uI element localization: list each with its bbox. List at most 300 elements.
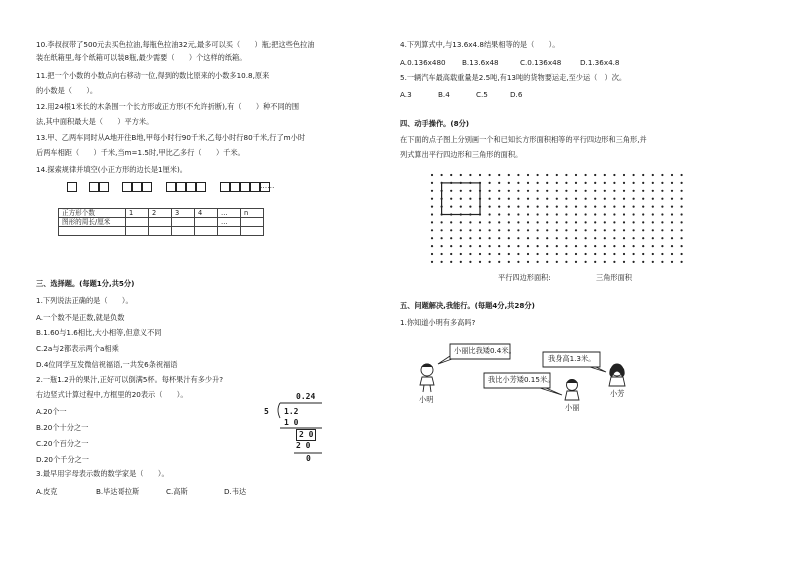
square-4a (166, 182, 176, 192)
grid-dot (642, 229, 644, 231)
grid-dot (431, 198, 433, 200)
grid-dot (575, 182, 577, 184)
grid-dot (498, 253, 500, 255)
grid-dot (517, 221, 519, 223)
long-division (256, 392, 336, 472)
grid-dot (613, 221, 615, 223)
grid-dot (517, 206, 519, 208)
grid-dot (681, 237, 683, 239)
grid-dot (508, 190, 510, 192)
grid-dot (517, 261, 519, 263)
table-cell: 正方形个数 (59, 209, 126, 218)
grid-dot (508, 213, 510, 215)
grid-dot (681, 261, 683, 263)
grid-dot (652, 182, 654, 184)
grid-dot (575, 221, 577, 223)
square-3c (142, 182, 152, 192)
table-cell (126, 227, 149, 236)
c3-option-d: D.韦达 (224, 487, 247, 496)
grid-dot (489, 198, 491, 200)
grid-dot (585, 229, 587, 231)
grid-dot (652, 190, 654, 192)
grid-dot (642, 206, 644, 208)
grid-dot (498, 237, 500, 239)
grid-dot (623, 253, 625, 255)
grid-dot (556, 213, 558, 215)
grid-dot (594, 198, 596, 200)
grid-dot (623, 190, 625, 192)
grid-dot (565, 206, 567, 208)
grid-dot (652, 245, 654, 247)
grid-dot (681, 245, 683, 247)
grid-dot (556, 190, 558, 192)
grid-dot (517, 229, 519, 231)
dot-grid (424, 170, 686, 268)
grid-dot (546, 229, 548, 231)
grid-dot (594, 213, 596, 215)
grid-dot (431, 253, 433, 255)
square-4c (186, 182, 196, 192)
square-5c (240, 182, 250, 192)
grid-dot (623, 221, 625, 223)
grid-dot (633, 221, 635, 223)
label-triangle-area: 三角形面积 (596, 273, 632, 282)
grid-dot (537, 174, 539, 176)
grid-dot (460, 237, 462, 239)
grid-dot (613, 198, 615, 200)
grid-dot (575, 198, 577, 200)
grid-dot (546, 190, 548, 192)
grid-dot (460, 229, 462, 231)
table-cell: 1 (126, 209, 149, 218)
grid-dot (508, 229, 510, 231)
grid-dot (623, 229, 625, 231)
grid-dot (575, 253, 577, 255)
grid-dot (527, 190, 529, 192)
grid-dot (527, 229, 529, 231)
grid-dot (623, 237, 625, 239)
grid-dot (460, 261, 462, 263)
grid-dot (479, 237, 481, 239)
grid-dot (661, 253, 663, 255)
grid-dot (575, 206, 577, 208)
grid-dot (661, 174, 663, 176)
grid-dot (623, 245, 625, 247)
grid-dot (623, 206, 625, 208)
grid-dot (594, 253, 596, 255)
grid-dot (623, 198, 625, 200)
grid-dot (546, 245, 548, 247)
grid-dot (671, 190, 673, 192)
square-1 (67, 182, 77, 192)
grid-dot (575, 261, 577, 263)
grid-dot (633, 237, 635, 239)
grid-dot (565, 221, 567, 223)
grid-dot (652, 253, 654, 255)
grid-dot (431, 237, 433, 239)
grid-dot (681, 190, 683, 192)
grid-dot (585, 190, 587, 192)
grid-dot (450, 206, 452, 208)
grid-dot (565, 213, 567, 215)
division-boxed-20: 2 0 (296, 429, 316, 441)
grid-dot (527, 213, 529, 215)
grid-dot (613, 237, 615, 239)
grid-dot (546, 261, 548, 263)
grid-dot (469, 253, 471, 255)
grid-dot (594, 221, 596, 223)
grid-dot (594, 174, 596, 176)
c2-question-line2: 右边竖式计算过程中,方框里的20表示（ ）。 (36, 390, 188, 399)
q13-line1: 13.甲、乙两车同时从A地开往B地,甲每小时行90千米,乙每小时行80千米,行了m小时 (36, 133, 306, 142)
grid-dot (594, 190, 596, 192)
grid-dot (431, 182, 433, 184)
grid-dot (546, 198, 548, 200)
grid-dot (556, 221, 558, 223)
label-parallelogram-area: 平行四边形面积: (498, 273, 551, 282)
grid-dot (633, 206, 635, 208)
grid-dot (441, 253, 443, 255)
grid-dot (613, 261, 615, 263)
grid-dot (517, 182, 519, 184)
table-cell (59, 227, 126, 236)
grid-dot (623, 261, 625, 263)
grid-dot (431, 261, 433, 263)
grid-dot (431, 174, 433, 176)
grid-dot (479, 229, 481, 231)
grid-dot (460, 174, 462, 176)
grid-dot (527, 206, 529, 208)
grid-dot (661, 190, 663, 192)
grid-dot (546, 221, 548, 223)
grid-dot (556, 206, 558, 208)
grid-dot (508, 245, 510, 247)
grid-dot (585, 206, 587, 208)
grid-dot (642, 261, 644, 263)
grid-dot (469, 206, 471, 208)
grid-dot (537, 221, 539, 223)
grid-dot (565, 198, 567, 200)
c5-option-a: A.3 (400, 90, 412, 99)
grid-dot (671, 182, 673, 184)
grid-dot (479, 174, 481, 176)
grid-dot (441, 229, 443, 231)
grid-dot (537, 245, 539, 247)
c3-option-c: C.高斯 (166, 487, 188, 496)
grid-dot (537, 229, 539, 231)
table-cell: … (218, 218, 241, 227)
division-step1: 1 0 (284, 418, 299, 427)
grid-dot (575, 174, 577, 176)
c4-question: 4.下列算式中,与13.6x4.8结果相等的是（ ）。 (400, 40, 560, 49)
square-3b (132, 182, 142, 192)
grid-dot (565, 182, 567, 184)
grid-dot (642, 174, 644, 176)
c4-option-c: C.0.136x48 (520, 58, 562, 67)
grid-dot (450, 253, 452, 255)
grid-dot (604, 206, 606, 208)
square-5a (220, 182, 230, 192)
table-cell: 3 (172, 209, 195, 218)
section-4-text-line1: 在下面的点子图上分别画一个和已知长方形面积相等的平行四边形和三角形,并 (400, 135, 647, 144)
grid-dot (489, 190, 491, 192)
grid-dot (537, 253, 539, 255)
grid-dot (671, 237, 673, 239)
grid-dot (498, 213, 500, 215)
grid-dot (661, 213, 663, 215)
xiaoming-figure (420, 364, 434, 393)
grid-dot (498, 261, 500, 263)
name-xiaoming: 小明 (419, 395, 434, 404)
grid-dot (517, 245, 519, 247)
grid-dot (633, 182, 635, 184)
grid-dot (585, 182, 587, 184)
grid-dot (633, 198, 635, 200)
grid-dot (681, 221, 683, 223)
grid-dot (489, 245, 491, 247)
grid-dot (633, 253, 635, 255)
grid-dot (489, 237, 491, 239)
grid-dot (469, 229, 471, 231)
grid-dot (671, 253, 673, 255)
c4-option-d: D.1.36x4.8 (580, 58, 620, 67)
height-illustration (410, 340, 650, 420)
grid-dot (517, 213, 519, 215)
grid-dot (489, 261, 491, 263)
grid-dot (537, 237, 539, 239)
division-remainder: 0 (306, 454, 311, 463)
table-row (59, 209, 264, 218)
grid-dot (441, 221, 443, 223)
grid-dot (498, 206, 500, 208)
grid-dot (537, 182, 539, 184)
grid-dot (613, 229, 615, 231)
grid-dot (450, 221, 452, 223)
grid-dot (652, 221, 654, 223)
grid-dot (642, 221, 644, 223)
grid-dot (460, 198, 462, 200)
grid-dot (517, 190, 519, 192)
grid-dot (450, 229, 452, 231)
division-step3: 2 0 (296, 441, 311, 450)
square-5b (230, 182, 240, 192)
table-cell: … (218, 209, 241, 218)
grid-dot (565, 237, 567, 239)
grid-dot (431, 213, 433, 215)
grid-dot (498, 190, 500, 192)
grid-dot (460, 206, 462, 208)
grid-dot (681, 206, 683, 208)
c1-option-a: A.一个数不是正数,就是负数 (36, 313, 125, 322)
grid-dot (517, 174, 519, 176)
table-cell (195, 218, 218, 227)
c3-option-b: B.毕达哥拉斯 (96, 487, 140, 496)
grid-dot (460, 245, 462, 247)
grid-dot (517, 198, 519, 200)
grid-dot (537, 213, 539, 215)
grid-dot (508, 261, 510, 263)
grid-dot (671, 229, 673, 231)
grid-dot (585, 174, 587, 176)
grid-dot (431, 221, 433, 223)
division-lines (256, 392, 336, 472)
grid-dot (613, 174, 615, 176)
grid-dot (527, 174, 529, 176)
c3-option-a: A.皮克 (36, 487, 58, 496)
grid-dot (661, 206, 663, 208)
grid-dot (642, 198, 644, 200)
grid-dot (661, 245, 663, 247)
grid-dot (489, 221, 491, 223)
grid-dot (489, 206, 491, 208)
grid-dot (633, 174, 635, 176)
grid-dot (450, 261, 452, 263)
grid-dot (671, 198, 673, 200)
table-cell (149, 218, 172, 227)
grid-dot (556, 174, 558, 176)
section-5-title: 五、问题解决,我能行。(每题4分,共28分) (400, 301, 535, 310)
grid-dot (613, 190, 615, 192)
grid-dot (556, 182, 558, 184)
grid-dot (508, 221, 510, 223)
grid-dot (469, 198, 471, 200)
bubble-xiaofang: 我身高1.3米。 (548, 354, 596, 363)
grid-dot (537, 206, 539, 208)
grid-dot (642, 213, 644, 215)
grid-dot (604, 190, 606, 192)
grid-dot (527, 198, 529, 200)
table-row (59, 227, 264, 236)
section-4-text-line2: 列式算出平行四边形和三角形的面积。 (400, 150, 523, 159)
grid-dot (441, 245, 443, 247)
grid-dot (508, 174, 510, 176)
grid-dot (479, 221, 481, 223)
grid-dot (594, 237, 596, 239)
q10-line1: 10.李叔叔带了500元去买色拉油,每瓶色拉油32元,最多可以买（ ）瓶;把这些色拉油 (36, 40, 315, 49)
grid-dot (527, 182, 529, 184)
grid-dot (450, 174, 452, 176)
grid-dot (508, 198, 510, 200)
c5-option-c: C.5 (476, 90, 488, 99)
grid-dot (508, 206, 510, 208)
table-cell: n (241, 209, 264, 218)
grid-dot (604, 253, 606, 255)
grid-dot (681, 213, 683, 215)
grid-dot (498, 174, 500, 176)
c5-option-d: D.6 (510, 90, 523, 99)
grid-dot (652, 198, 654, 200)
grid-dot (604, 237, 606, 239)
grid-dot (575, 190, 577, 192)
grid-dot (469, 245, 471, 247)
c5-option-b: B.4 (438, 90, 450, 99)
grid-dot (431, 229, 433, 231)
grid-dot (556, 253, 558, 255)
grid-dot (537, 190, 539, 192)
division-dividend: 1.2 (284, 407, 299, 416)
grid-dot (489, 213, 491, 215)
grid-dot (633, 190, 635, 192)
grid-dot (661, 261, 663, 263)
grid-dot (556, 198, 558, 200)
c2-option-a: A.20个一 (36, 407, 67, 416)
q10-line2: 装在纸箱里,每个纸箱可以装8瓶,最少需要（ ）个这样的纸箱。 (36, 53, 247, 62)
pattern-ellipsis: …… (260, 181, 275, 190)
pattern-table (58, 208, 264, 236)
grid-dot (508, 182, 510, 184)
grid-dot (671, 213, 673, 215)
grid-dot (681, 174, 683, 176)
grid-dot (556, 261, 558, 263)
c1-option-b: B.1.60与1.6相比,大小相等,但意义不同 (36, 328, 162, 337)
grid-dot (661, 237, 663, 239)
grid-dot (450, 190, 452, 192)
grid-dot (671, 245, 673, 247)
grid-dot (527, 237, 529, 239)
q12-line2: 法,其中面积最大是（ ）平方米。 (36, 117, 154, 126)
grid-dot (546, 206, 548, 208)
table-cell (241, 227, 264, 236)
grid-dot (460, 190, 462, 192)
grid-dot (585, 245, 587, 247)
grid-dot (613, 206, 615, 208)
grid-dot (604, 182, 606, 184)
grid-dot (661, 198, 663, 200)
square-4b (176, 182, 186, 192)
grid-dot (642, 253, 644, 255)
grid-dot (652, 237, 654, 239)
grid-dot (661, 182, 663, 184)
q14-text: 14.探索规律并填空(小正方形的边长是1厘米)。 (36, 165, 187, 174)
grid-dot (671, 261, 673, 263)
square-2a (89, 182, 99, 192)
grid-dot (642, 245, 644, 247)
grid-dot (613, 253, 615, 255)
grid-dot (431, 206, 433, 208)
xiaoli-figure (565, 379, 579, 400)
grid-dot (681, 229, 683, 231)
grid-dot (565, 190, 567, 192)
c4-option-a: A.0.136x480 (400, 58, 446, 67)
grid-dot (441, 174, 443, 176)
grid-dot (575, 229, 577, 231)
grid-dot (479, 261, 481, 263)
grid-dot (633, 245, 635, 247)
grid-dot (604, 261, 606, 263)
grid-dot (565, 245, 567, 247)
grid-dot (575, 245, 577, 247)
grid-dot (623, 213, 625, 215)
grid-dot (604, 174, 606, 176)
grid-dot (594, 261, 596, 263)
grid-dot (623, 174, 625, 176)
grid-dot (585, 253, 587, 255)
table-cell (172, 218, 195, 227)
grid-dot (469, 174, 471, 176)
grid-dot (681, 198, 683, 200)
grid-dot (604, 213, 606, 215)
grid-dot (527, 261, 529, 263)
grid-dot (652, 229, 654, 231)
section-3-title: 三、选择题。(每题1分,共5分) (36, 279, 135, 288)
grid-dot (671, 206, 673, 208)
grid-dot (489, 174, 491, 176)
grid-dot (585, 237, 587, 239)
c2-option-c: C.20个百分之一 (36, 439, 89, 448)
grid-dot (469, 190, 471, 192)
grid-dot (441, 237, 443, 239)
grid-dot (594, 206, 596, 208)
